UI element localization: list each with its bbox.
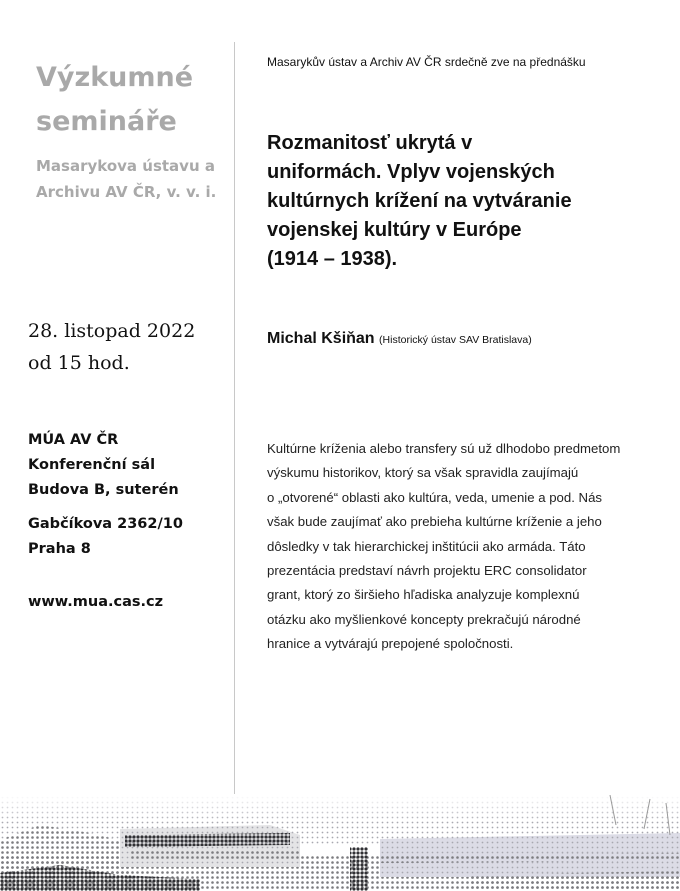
address-line: Gabčíkova 2362/10: [28, 516, 183, 532]
abstract-line: však bude zaujímať ako prebieha kultúrne kríženie a jeho: [267, 514, 602, 530]
abstract-line: hranice a vytvárajú prepojené spoločnosti.: [267, 636, 514, 652]
speaker-name: Michal Kšiňan: [267, 330, 375, 347]
event-address: [28, 512, 183, 562]
lecture-title: [267, 129, 647, 274]
address-line: Praha 8: [28, 541, 91, 557]
series-title-line: semináře: [36, 106, 177, 137]
lecture-title-line: kultúrnych krížení na vytváranie: [267, 190, 572, 212]
abstract-line: otázku ako myšlienkové koncepty prekračujú národné: [267, 611, 581, 627]
series-subtitle: [36, 153, 216, 205]
website-link[interactable]: www.mua.cas.cz: [28, 594, 164, 610]
series-subtitle-line: Masarykova ústavu a: [36, 157, 215, 175]
abstract-line: o „otvorené“ oblasti ako kultúra, veda, umenie a pod. Nás: [267, 489, 603, 505]
abstract-line: dôsledky v tak hierarchickej inštitúcii ako armáda. Táto: [267, 538, 586, 554]
venue-line: Budova B, suterén: [28, 482, 179, 498]
event-time-line: od 15 hod.: [28, 352, 130, 374]
lecture-title-line: (1914 – 1938).: [267, 248, 398, 270]
event-date: [28, 315, 195, 379]
speaker: [267, 330, 532, 348]
lecture-title-line: vojenskej kultúry v Európe: [267, 219, 522, 241]
lecture-title-line: Rozmanitosť ukrytá v: [267, 132, 473, 154]
venue-line: MÚA AV ČR: [28, 432, 119, 448]
abstract-line: výskumu historikov, ktorý sa však spravidla zaujímajú: [267, 465, 579, 481]
series-subtitle-line: Archivu AV ČR, v. v. i.: [36, 183, 217, 201]
invitation-text: Masarykův ústav a Archiv AV ČR srdečně zve na přednášku: [267, 55, 586, 69]
abstract-line: grant, ktorý zo širšieho hľadiska analyzuje komplexnú: [267, 587, 580, 603]
event-date-line: 28. listopad 2022: [28, 320, 196, 342]
speaker-affiliation: (Historický ústav SAV Bratislava): [379, 334, 532, 346]
abstract-line: prezentácia predstaví návrh projektu ERC consolidator: [267, 563, 587, 579]
venue-line: Konferenční sál: [28, 457, 156, 473]
abstract-line: Kultúrne kríženia alebo transfery sú už dlhodobo predmetom: [267, 441, 621, 456]
event-venue: [28, 428, 179, 503]
left-column: [0, 0, 234, 795]
series-title: [36, 56, 193, 144]
building-photo-banner: [0, 795, 680, 891]
abstract: [267, 437, 639, 657]
column-divider: [234, 42, 235, 794]
series-title-line: Výzkumné: [36, 62, 194, 93]
lecture-title-line: uniformách. Vplyv vojenských: [267, 161, 555, 183]
